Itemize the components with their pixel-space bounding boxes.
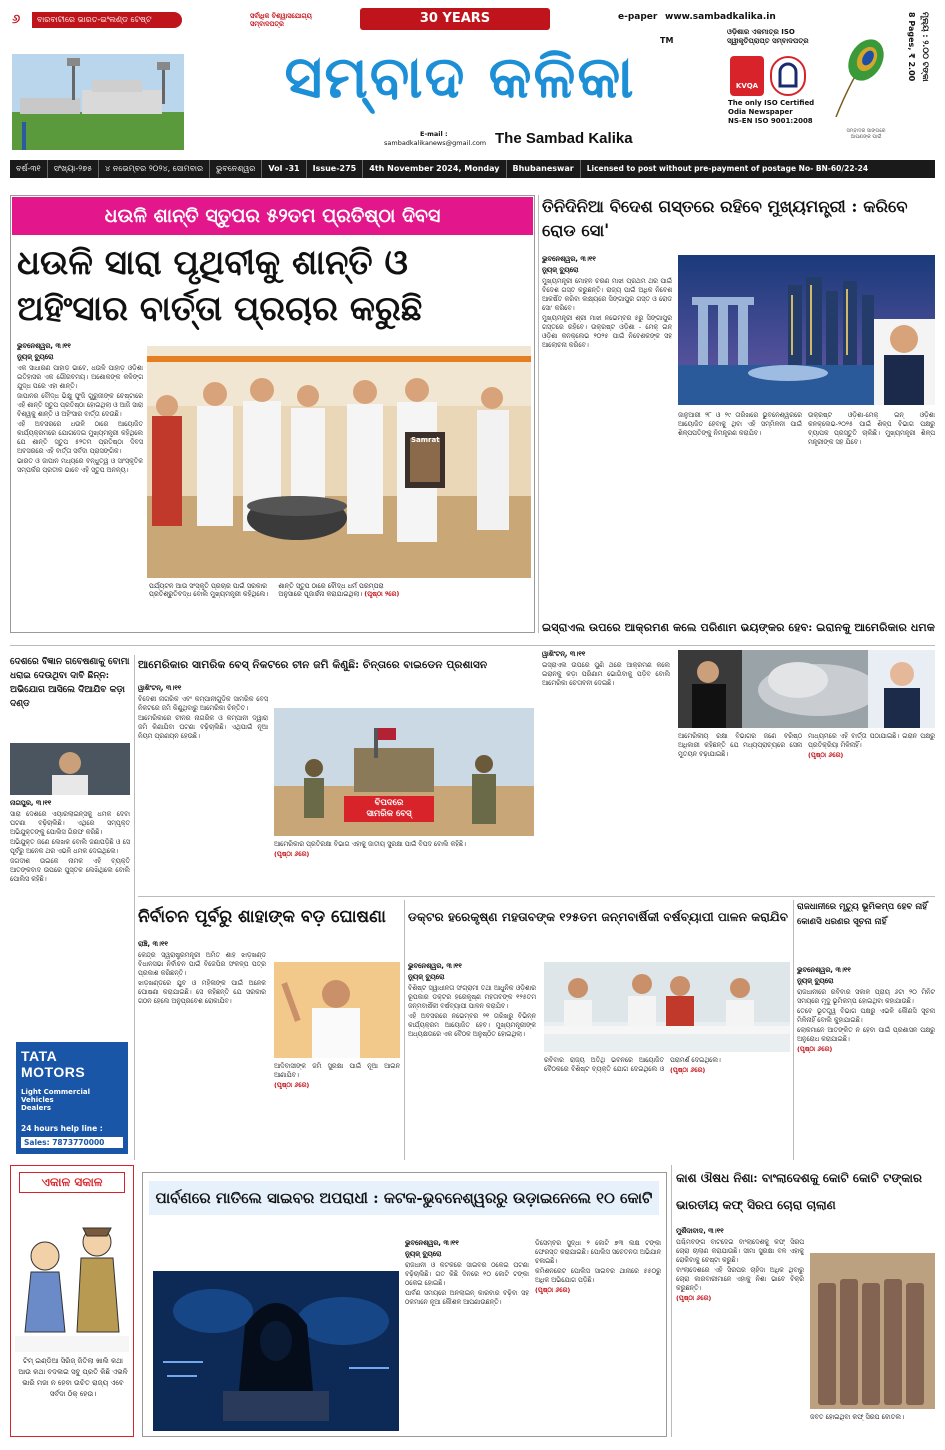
tm-mark: TM <box>660 36 674 45</box>
story9-bureau: ନ୍ୟୁଜ୍ ବ୍ୟୁରୋ <box>405 1250 442 1258</box>
story6-photo <box>274 962 400 1058</box>
story5-headline: ଦେଶରେ ବିଜ୍ଞାନ ଗବେଷଣାକୁ ବୋମା ଧରାଇ ଦେଉଥିବା ଦାବି ଛିନ୍ନ: ଅଭିଯୋଗ ଆସିଲେ ଦିଆଯିବ କଡ଼ା ଦଣ୍ଡ <box>10 657 130 709</box>
story7-headline: ଡକ୍ଟର ହରେକୃଷ୍ଣ ମହତାବଙ୍କ ୧୨୫ତମ ଜନ୍ମବାର୍ଷିକୀ ବର୍ଷବ୍ୟାପୀ ପାଳନ କରାଯିବ <box>408 910 789 924</box>
story9-body-a <box>405 1239 529 1431</box>
story2-para: ମୁଖ୍ୟମନ୍ତ୍ରୀ ମୋହନ ଚରଣ ମାଝୀ ପ୍ରଥମ ଥର ପାଇଁ ବିଦେଶ ଗସ୍ତ କରୁଛନ୍ତି। ରାଜ୍ୟ ପାଇଁ ଅଧିକ ନିବେଶ ଆକର୍ଷିତ କରିବା ଲକ୍ଷ୍ୟରେ ସିଙ୍ଗାପୁର ଗସ୍ତ ଓ ରୋଡ ସୋ' କରିବେ। <box>542 277 672 312</box>
page-number: ୬ <box>12 12 21 27</box>
story2-body-right <box>808 411 935 611</box>
peacock-feather-icon <box>826 32 886 122</box>
logo-english: The Sambad Kalika <box>495 130 633 147</box>
story-earthquake <box>797 900 935 1160</box>
story10-continued: (ପୃଷ୍ଠା ୬ରେ) <box>676 1294 712 1302</box>
story3-headline: ଇସ୍ରାଏଲ ଉପରେ ଆକ୍ରମଣ କଲେ ପରିଣାମ ଭୟଙ୍କର ହେବ: ଇରାନକୁ ଆମେରିକାର ଧମକ <box>542 620 935 634</box>
story1-para: ଏକ ସାଧାରଣ ପାହାଡ଼ ଭାବେ, ଧଉଳି ପାହାଡ଼ ଓଡ଼ିଶା ଇତିହାସର ଏକ ଗୌରବମୟ। ଅଶୋକଙ୍କ କଳିଙ୍ଗ ଯୁଦ୍ଧ ପରେ ଏହା ଶାନ୍ତି। <box>17 364 143 390</box>
story7-para: ଏହି ଅବସରରେ ନଭେମ୍ବର ୨୧ ତାରିଖରୁ ବିଭିନ୍ନ କାର୍ଯ୍ୟକ୍ରମ ଆୟୋଜିତ ହେବ। ମୁଖ୍ୟମନ୍ତ୍ରୀଙ୍କ ଅଧ୍ୟକ୍ଷତାରେ ଏକ ବୈଠକ ଅନୁଷ୍ଠିତ ହୋଇଥିଲା। <box>408 1012 536 1038</box>
info-vol: Vol -31 <box>262 160 306 178</box>
story3-dateline: ୱାଶିଂଟନ୍, ୩।୧୧ <box>542 650 586 658</box>
story8-continued: (ପୃଷ୍ଠା ୬ରେ) <box>797 1045 833 1053</box>
rule <box>671 1165 672 1437</box>
story9-body-b <box>535 1239 661 1431</box>
story-china-land <box>138 652 534 892</box>
story2-photo-singapore <box>678 255 935 405</box>
kvqa-text: KVQA <box>735 82 759 90</box>
story3-para: ଆମେରିକୀୟ ରକ୍ଷା ବିଭାଗର ଜଣେ ବରିଷ୍ଠ ଅଧିକାରୀ କହିଛନ୍ତି ଯେ ମଧ୍ୟପ୍ରାଚ୍ୟରେ ସେନା ମୁତୟନ ବଢ଼ାଯାଇଛି। <box>678 732 802 758</box>
story-nagpur <box>10 655 130 1035</box>
story4-continued: (ପୃଷ୍ଠା ୬ରେ) <box>274 850 310 858</box>
info-bar <box>10 160 935 178</box>
photo-sign-label: Samrat <box>411 436 440 444</box>
story4-photo-label <box>344 796 434 822</box>
iso-seal-icon <box>770 56 806 96</box>
story3-para: ମାଧ୍ୟମରେ ଏହି ବାର୍ତ୍ତା ପଠାଯାଇଛି। ଇରାନ ପକ୍ଷରୁ ପ୍ରତିକ୍ରିୟା ମିଳିନାହିଁ। <box>808 732 935 749</box>
pages-vertical <box>904 12 916 152</box>
cartoon-box <box>10 1165 134 1437</box>
story6-dateline: ରାଞ୍ଚି, ୩।୧୧ <box>138 940 168 948</box>
story10-body-left <box>676 1227 804 1437</box>
stadium-photo <box>12 54 184 150</box>
years-badge: 30 YEARS <box>360 8 550 30</box>
story9-para: ଡିସେମ୍ବର ସୁଦ୍ଧା ୨ କୋଟି ୭୩ ଲକ୍ଷ ଟଙ୍କା ଫେରସ୍ତ କରାଯାଇଛି। ପୋଲିସ ସଚେତନତା ଅଭିଯାନ ଚଳାଇଛି। <box>535 1239 661 1265</box>
feather-caption: ସମ୍ବାଦର ସାଙ୍ଗରେ ଆପଣଙ୍କ ପାଇଁ <box>846 128 886 140</box>
story1-para: ଏହି ଅବସରରେ ଧଉଳି ଠାରେ ଆୟୋଜିତ କାର୍ଯ୍ୟକ୍ରମରେ ଯୋଗଦେଇ ମୁଖ୍ୟମନ୍ତ୍ରୀ କହିଥିଲେ ଯେ ଶାନ୍ତି ସ୍ତୁପ ୫୨ତମ ପ୍ରତିଷ୍ଠା ଦିବସ ଅବସରରେ ଏହି ବାର୍ତ୍ତା ସର୍ବଦା ପ୍ରାସଙ୍ଗିକ। <box>17 420 143 455</box>
story1-para: ଜାପାନର ବୌଦ୍ଧ ଭିକ୍ଷୁ ଫୁଜି ଗୁରୁଜୀଙ୍କ ଚେଷ୍ଟାରେ ଏହି ଶାନ୍ତି ସ୍ତୁପ ପ୍ରତିଷ୍ଠା ହୋଇଥିଲା ଓ ଆଜି ସାରା ବିଶ୍ୱକୁ ଶାନ୍ତି ଓ ଅହିଂସାର ବାର୍ତ୍ତା ଦେଉଛି। <box>17 392 143 418</box>
rule <box>793 900 794 1160</box>
info-date-en: 4th November 2024, Monday <box>363 160 506 178</box>
story4-para: ଆମେରିକାରେ ଚୀନର ନାଗରିକ ଓ କମ୍ପାନୀ ଦ୍ୱାରା ଜମି କିଣାଯିବା ଘଟଣା ବଢ଼ିଚାଲିଛି। ଏଥିପାଇଁ ନୂଆ ନିୟମ ପ୍ରଣୟନ ହେଉଛି। <box>138 714 268 740</box>
story5-para: ସାରା ଦେଶରେ ଏୟାରଲାଇନ୍ସକୁ ଧମକ ଦେବା ଘଟଣା ବଢ଼ିଚାଲିଛି। ଏଥିରେ ସମ୍ପୃକ୍ତ ଅଭିଯୁକ୍ତଙ୍କୁ ପୋଲିସ ଗିରଫ କରିଛି। <box>10 810 130 836</box>
story3-continued: (ପୃଷ୍ଠା ୬ରେ) <box>808 751 844 759</box>
price-text: ମୂଲ୍ୟ : ୨.୦୦ ଟଙ୍କା <box>921 12 930 82</box>
story2-body-left <box>542 255 672 611</box>
tata-motors-ad[interactable] <box>16 1042 128 1154</box>
masthead <box>0 0 945 158</box>
pages-text: 8 Pages, ₹ 2.00 <box>907 12 916 82</box>
story4-para: ଆମେରିକାର ପ୍ରତିରକ୍ଷା ବିଭାଗ ଏହାକୁ ଜାତୀୟ ସୁରକ୍ଷା ପାଇଁ ବିପଦ ବୋଲି କହିଛି। <box>274 840 466 848</box>
story6-body-right <box>274 1062 400 1158</box>
iso-odia-text: ଓଡ଼ିଶାର ଏକମାତ୍ର ISO ସ୍ୱୀକୃତିପ୍ରାପ୍ତ ସମ୍ବାଦପତ୍ର <box>727 28 809 45</box>
website-link[interactable]: www.sambadkalika.in <box>665 12 776 22</box>
story10-headline: କାଶ ଔଷଧ ନିଶା: ବାଂଲାଦେଶକୁ କୋଟି କୋଟି ଟଙ୍କାର ଭାରତୀୟ କଫ୍ ସିରପ ଚୋରା ଚାଲାଣ <box>676 1171 922 1212</box>
story10-para: ବାଂଲାଦେଶରେ ଏହି ସିରପର ଚାହିଦା ଅଧିକ ଥିବାରୁ ଚୋରା କାରବାରୀମାନେ ଏହାକୁ ନିଶା ଭାବେ ବିକ୍ରି କରୁଛନ୍ତି। <box>676 1266 804 1292</box>
story1-headline: ଧଉଳି ସାରା ପୃଥିବୀକୁ ଶାନ୍ତି ଓ ଅହିଂସାର ବାର୍ତ୍ତା ପ୍ରଚାର କରୁଛି <box>17 243 423 329</box>
story1-photo <box>147 346 531 578</box>
price-vertical <box>918 12 930 152</box>
story2-para: ଉକ୍ରଷ୍ଟ ଓଡ଼ିଶା-ମେକ୍ ଇନ୍ ଓଡ଼ିଶା କନକ୍ଲେଭ-୨୦୨୫ ପାଇଁ ଶିଳ୍ପ ବିଭାଗ ପକ୍ଷରୁ ବ୍ୟାପକ ପ୍ରସ୍ତୁତି ଚାଲିଛି। ମୁଖ୍ୟମନ୍ତ୍ରୀ ଶିଳ୍ପ ମନ୍ତ୍ରୀଙ୍କ ସହ ଯିବେ। <box>808 411 935 446</box>
story7-para: ରବିବାର ରାଜ୍ୟ ଅତିଥି ଭବନରେ ଆୟୋଜିତ ବୈଠକରେ ବିଶିଷ୍ଟ ବ୍ୟକ୍ତି ଯୋଗ ଦେଇଥିଲେ ଓ ପରାମର୍ଶ ଦେଇଥିଲେ। <box>544 1056 721 1073</box>
story3-para: ଇସ୍ରାଏଲ ଉପରେ ପୁଣି ଥରେ ଆକ୍ରମଣ କଲେ ଇରାନକୁ କଡ଼ା ପରିଣାମ ଭୋଗିବାକୁ ପଡ଼ିବ ବୋଲି ଆମେରିକା ଚେତାବନୀ ଦେଇଛି। <box>542 661 670 687</box>
ad-brand: TATA MOTORS <box>21 1048 86 1080</box>
info-date-odia: ୪ ନଭେମ୍ବର ୨୦୨୪, ସୋମବାର <box>99 160 210 178</box>
story-cm-trip <box>542 195 935 613</box>
story9-photo <box>153 1271 399 1431</box>
story2-dateline: ଭୁବନେଶ୍ୱର, ୩।୧୧ <box>542 255 596 263</box>
story7-para: ବିଶିଷ୍ଟ ସ୍ୱାଧୀନତା ସଂଗ୍ରାମୀ ତଥା ଆଧୁନିକ ଓଡ଼ିଶାର ରୂପକାର ଡକ୍ଟର ହରେକୃଷ୍ଣ ମହତାବଙ୍କ ୧୨୫ତମ ଜନ୍ମବାର୍ଷିକୀ ବର୍ଷବ୍ୟାପୀ ପାଳନ କରାଯିବ। <box>408 984 536 1010</box>
story1-kicker: ଧଉଳି ଶାନ୍ତି ସ୍ତୁପର ୫୨ତମ ପ୍ରତିଷ୍ଠା ଦିବସ <box>12 197 533 235</box>
top-strip-label: ବାରବାଟୀରେ ଭାରତ-ଇଂଲଣ୍ଡ ଟେଷ୍ଟ <box>32 12 182 28</box>
info-license: Licensed to post without pre-payment of postage No- BN-60/22-24 <box>586 164 869 173</box>
rule <box>404 900 405 1160</box>
story8-headline: ରାଜଧାନୀରେ ମୃତ୍ୟୁ ଭୂମିକମ୍ପ ହେବ ନାହିଁ କୋଣସି ଧରଣର ସୂଚନା ନାହିଁ <box>797 902 928 927</box>
tagline: ସର୍ବାଧିକ ବିଶ୍ୱାସଯୋଗ୍ୟ ସମ୍ବାଦପତ୍ର <box>250 12 312 28</box>
story-dhauli <box>10 195 535 633</box>
story9-continued: (ପୃଷ୍ଠା ୬ରେ) <box>535 1286 571 1294</box>
iso-line-1: The only ISO Certified <box>728 99 815 107</box>
info-issue-en: Issue-275 <box>307 160 364 178</box>
story2-body-mid <box>678 411 802 611</box>
story4-para: ବିଦେଶୀ ନାଗରିକ ଏବଂ କମ୍ପାନୀଗୁଡ଼ିକ ସାମରିକ ବେସ୍ ନିକଟରେ ଜମି କିଣୁଥିବାରୁ ଆମେରିକା ଚିନ୍ତିତ। <box>138 695 268 712</box>
story5-dateline: ନାଗପୁର, ୩।୧୧ <box>10 799 52 807</box>
story1-continued: (ପୃଷ୍ଠା ୨ରେ) <box>364 590 400 598</box>
story7-body-left <box>408 962 536 1158</box>
story-shah <box>138 900 400 1160</box>
story6-continued: (ପୃଷ୍ଠା ୬ରେ) <box>274 1081 310 1089</box>
story4-body-left <box>138 684 268 884</box>
email-label: E-mail : <box>420 130 448 138</box>
story4-body-right <box>274 840 534 888</box>
kvqa-logo <box>730 56 764 96</box>
email-address[interactable]: sambadkalikanews@gmail.com <box>384 139 487 147</box>
info-issue: ସଂଖ୍ୟା-୨୭୫ <box>48 160 99 178</box>
ad-line-2: Dealers <box>21 1104 52 1112</box>
rule <box>134 655 135 1160</box>
story5-photo <box>10 743 130 795</box>
cartoon-text: ଟିମ୍ ଇଣ୍ଡିଆ ସିରିଜ୍ ଜିତିଲା ଖାଲି କଥା ଆଉ କଥା ବଦଳାଇ ସବୁ ପ୍ରତି କିଛି ଏଭଳି ଭାରି ମଜା ନ ହେବା ଉଚିତ ରାଜ୍ୟ ଏବେ ସର୍ବଦା ଠିକ୍ ହେଉ। <box>18 1357 128 1398</box>
story2-para: ମୁଖ୍ୟମନ୍ତ୍ରୀ ଶ୍ରୀ ମାଝୀ ନଭେମ୍ବର ୫ରୁ ସିଙ୍ଗାପୁର ଗସ୍ତରେ ରହିବେ। ଉକ୍ରଷ୍ଟ ଓଡ଼ିଶା - ମେକ୍ ଇନ୍ ଓଡ଼ିଶା କନକ୍ଲେଭ ୨୦୨୫ ପାଇଁ ନିବେଶକଙ୍କ ସହ ଆଲୋଚନା କରିବେ। <box>542 314 672 349</box>
story1-dateline: ଭୁବନେଶ୍ୱର, ୩।୧୧ <box>17 342 71 350</box>
story2-para: ଜାନୁଆରୀ ୨୮ ଓ ୨୯ ତାରିଖରେ ଭୁବନେଶ୍ୱରରେ ଆୟୋଜିତ ହେବାକୁ ଥିବା ଏହି ସମ୍ମିଳନୀ ପାଇଁ ଶିଳ୍ପପତିଙ୍କୁ ନିମନ୍ତ୍ରଣ କରାଯିବ। <box>678 411 802 437</box>
ad-line-3: 24 hours help line : <box>21 1124 103 1133</box>
story4-dateline: ୱାଶିଂଟନ୍, ୩।୧୧ <box>138 684 182 692</box>
rule <box>138 896 935 897</box>
story10-caption: ଜବତ ହୋଇଥିବା କଫ୍ ସିରପ ବୋତଲ। <box>810 1413 904 1421</box>
story1-caption <box>149 582 529 630</box>
story5-para: ଜଗଦୀଶ ଉଇକେ ନାମକ ଏହି ବ୍ୟକ୍ତି ଆତଙ୍କବାଦ ଉପରେ ପୁସ୍ତକ ଲେଖିଥିଲେ ବୋଲି ପୋଲିସ କହିଛି। <box>10 857 130 883</box>
story5-body <box>10 799 130 1035</box>
story8-para: ରାଜଧାନୀରେ ରବିବାର ସକାଳ ପ୍ରାୟ ୬ଟା ୨୦ ମିନିଟ ସମୟରେ ମୃଦୁ ଭୂମିକମ୍ପ ହୋଇଥିବା କହାଯାଉଛି। <box>797 988 935 1005</box>
cartoon-illustration <box>15 1202 129 1352</box>
story3-area <box>542 650 935 785</box>
story9-dateline: ଭୁବନେଶ୍ୱର, ୩।୧୧ <box>405 1239 459 1247</box>
story8-para: ଲୋକମାନେ ଆତଙ୍କିତ ନ ହେବା ପାଇଁ ପ୍ରଶାସନ ପକ୍ଷରୁ ଅନୁରୋଧ କରାଯାଇଛି। <box>797 1026 935 1043</box>
story10-dateline: ମୁର୍ଶିଦାବାଦ, ୩।୧୧ <box>676 1227 724 1235</box>
story1-body <box>17 342 143 628</box>
logo: ସମ୍ବାଦ କଳିକା <box>284 43 636 111</box>
story8-para: ତେବେ ଭୂତତ୍ତ୍ୱ ବିଭାଗ ପକ୍ଷରୁ ଏଭଳି କୌଣସି ସୂଚନା ମିଳିନାହିଁ ବୋଲି କୁହାଯାଇଛି। <box>797 1007 935 1024</box>
story-cough-syrup <box>676 1165 935 1440</box>
story9-para: ରାଜଧାନୀ ଓ କଟକରେ ସାଇବର ଠକେଇ ଘଟଣା ବଢ଼ିଚାଲିଛି। ଗତ କିଛି ଦିନରେ ୧୦ କୋଟି ଟଙ୍କା ଠକେଇ ହୋଇଛି। <box>405 1261 529 1287</box>
ad-line-4: Sales: 7873770000 <box>21 1137 123 1148</box>
info-year: ବର୍ଷ-୩୧ <box>10 160 48 178</box>
story6-para: କେନ୍ଦ୍ର ସ୍ୱରାଷ୍ଟ୍ରମନ୍ତ୍ରୀ ଅମିତ ଶାହ ଝାଡ଼ଖଣ୍ଡ ବିଧାନସଭା ନିର୍ବାଚନ ପାଇଁ ବିଜେପିର ସଂକଳ୍ପ ପତ୍ର ପ୍ରକାଶ କରିଛନ୍ତି। <box>138 951 266 977</box>
photo-label-line-2: ସାମରିକ ବେସ୍ <box>366 809 412 819</box>
story6-para: ଝାଡ଼ଖଣ୍ଡରେ ଯୁବ ଓ ମହିଳାଙ୍କ ପାଇଁ ଅନେକ ଘୋଷଣା କରାଯାଇଛି। ସେ କହିଛନ୍ତି ଯେ ସରକାର ଗଠନ ହେଲେ ଅନୁପ୍ରବେଶ ରୋକାଯିବ। <box>138 979 266 1005</box>
story2-bureau: ନ୍ୟୁଜ୍ ବ୍ୟୁରୋ <box>542 266 579 274</box>
story7-body-right <box>544 1056 790 1156</box>
photo-label-line-1: ବିପଦରେ <box>374 798 404 808</box>
rule <box>10 645 935 646</box>
cartoon-title: ଏକାଳ ସକାଳ <box>19 1172 125 1193</box>
story6-body-left <box>138 940 266 1158</box>
story3-body-right <box>808 732 935 785</box>
rule <box>538 195 539 633</box>
ad-line-1: Light Commercial Vehicles <box>21 1088 91 1104</box>
story3-body-mid <box>678 732 802 785</box>
story8-body <box>797 966 935 1158</box>
story1-bureau: ନ୍ୟୁଜ୍ ବ୍ୟୁରୋ <box>17 353 54 361</box>
story9-para: କମିଶନରେଟ ପୋଲିସ ସାଇବର ଥାନାରେ ୫୫୦ରୁ ଅଧିକ ଅଭିଯୋଗ ପଡ଼ିଛି। <box>535 1267 661 1284</box>
info-city-odia: ଭୁବନେଶ୍ୱର <box>210 160 262 178</box>
story9-para: ପାର୍ବଣ ସମୟରେ ଅନଲାଇନ୍ କାରବାର ବଢ଼ିବା ସହ ଠକମାନେ ନୂଆ କୌଶଳ ଆପଣାଉଛନ୍ତି। <box>405 1289 529 1306</box>
story-mahtab <box>408 900 790 1160</box>
story3-photo <box>678 650 935 728</box>
iso-line-3: NS-EN ISO 9001:2008 <box>728 117 813 125</box>
story7-photo <box>544 962 790 1052</box>
iso-line-2: Odia Newspaper <box>728 108 793 116</box>
story10-photo <box>810 1253 935 1409</box>
story4-headline: ଆମେରିକାର ସାମରିକ ବେସ୍ ନିକଟରେ ଚୀନ ଜମି କିଣୁଛି: ଚିନ୍ତାରେ ବାଇଡେନ ପ୍ରଶାସନ <box>138 658 488 671</box>
story-cyber <box>142 1172 667 1437</box>
story2-headline: ତିନିଦିନିଆ ବିଦେଶ ଗସ୍ତରେ ରହିବେ ମୁଖ୍ୟମନ୍ତ୍ରୀ : କରିବେ ରୋଡ ସୋ' <box>542 197 908 240</box>
story9-headline: ପାର୍ବଣରେ ମାତିଲେ ସାଇବର ଅପରାଧୀ : କଟକ-ଭୁବନେଶ୍ୱରରୁ ଉଡ଼ାଇନେଲେ ୧୦ କୋଟି <box>149 1181 659 1215</box>
epaper-label: e-paper <box>618 12 658 22</box>
story6-para: ଆଦିବାସୀଙ୍କ ଜମି ସୁରକ୍ଷା ପାଇଁ ନୂଆ ଆଇନ ଆଣାଯିବ। <box>274 1062 400 1079</box>
story8-dateline: ଭୁବନେଶ୍ୱର, ୩।୧୧ <box>797 966 851 974</box>
story7-continued: (ପୃଷ୍ଠା ୬ରେ) <box>670 1066 706 1074</box>
story5-para: ଅଭିଯୁକ୍ତ ଜଣେ ଲେଖକ ବୋଲି ଜଣାପଡ଼ିଛି ଓ ସେ ପୂର୍ବରୁ ଅନେକ ଥର ଏଭଳି ଧମକ ଦେଇଥିଲେ। <box>10 838 130 855</box>
story3-body-left <box>542 650 670 785</box>
story4-photo <box>274 708 534 836</box>
story7-dateline: ଭୁବନେଶ୍ୱର, ୩।୧୧ <box>408 962 462 970</box>
info-city-en: Bhubaneswar <box>507 160 581 178</box>
story1-para: ଭାରତ ଓ ଜାପାନ ମଧ୍ୟରେ ବନ୍ଧୁତ୍ୱ ଓ ସାଂସ୍କୃତିକ ସମ୍ପର୍କର ପ୍ରତୀକ ଭାବେ ଏହି ସ୍ତୁପ ଅନନ୍ୟ। <box>17 457 143 474</box>
story7-bureau: ନ୍ୟୁଜ୍ ବ୍ୟୁରୋ <box>408 973 445 981</box>
story8-bureau: ନ୍ୟୁଜ୍ ବ୍ୟୁରୋ <box>797 977 834 985</box>
story1-caption-text: ପର୍ଯ୍ୟଟନ ଆଉ ସଂସ୍କୃତି ପ୍ରଚାର ପାଇଁ ସରକାର ପ୍ରତିଶ୍ରୁତିବଦ୍ଧ ବୋଲି ମୁଖ୍ୟମନ୍ତ୍ରୀ କହିଥିଲେ। ଶାନ୍ତି ସ୍ତୁପ ଠାରେ ବୌଦ୍ଧ ଧର୍ମ ପରମ୍ପରା ଅନୁସାରେ ପୂଜାର୍ଚ୍ଚନା କରାଯାଇଥିଲା। <box>149 582 384 598</box>
story6-headline: ନିର୍ବାଚନ ପୂର୍ବରୁ ଶାହାଙ୍କ ବଡ଼ ଘୋଷଣା <box>138 907 386 927</box>
story10-para: ପଶ୍ଚିମବଙ୍ଗ ବାଟଦେଇ ବାଂଲାଦେଶକୁ କଫ୍ ସିରପ ଚୋରା ଚାଲାଣ କରାଯାଉଛି। ସୀମା ସୁରକ୍ଷା ବଳ ଏହାକୁ ରୋକିବାକୁ ଚେଷ୍ଟା କରୁଛି। <box>676 1238 804 1264</box>
